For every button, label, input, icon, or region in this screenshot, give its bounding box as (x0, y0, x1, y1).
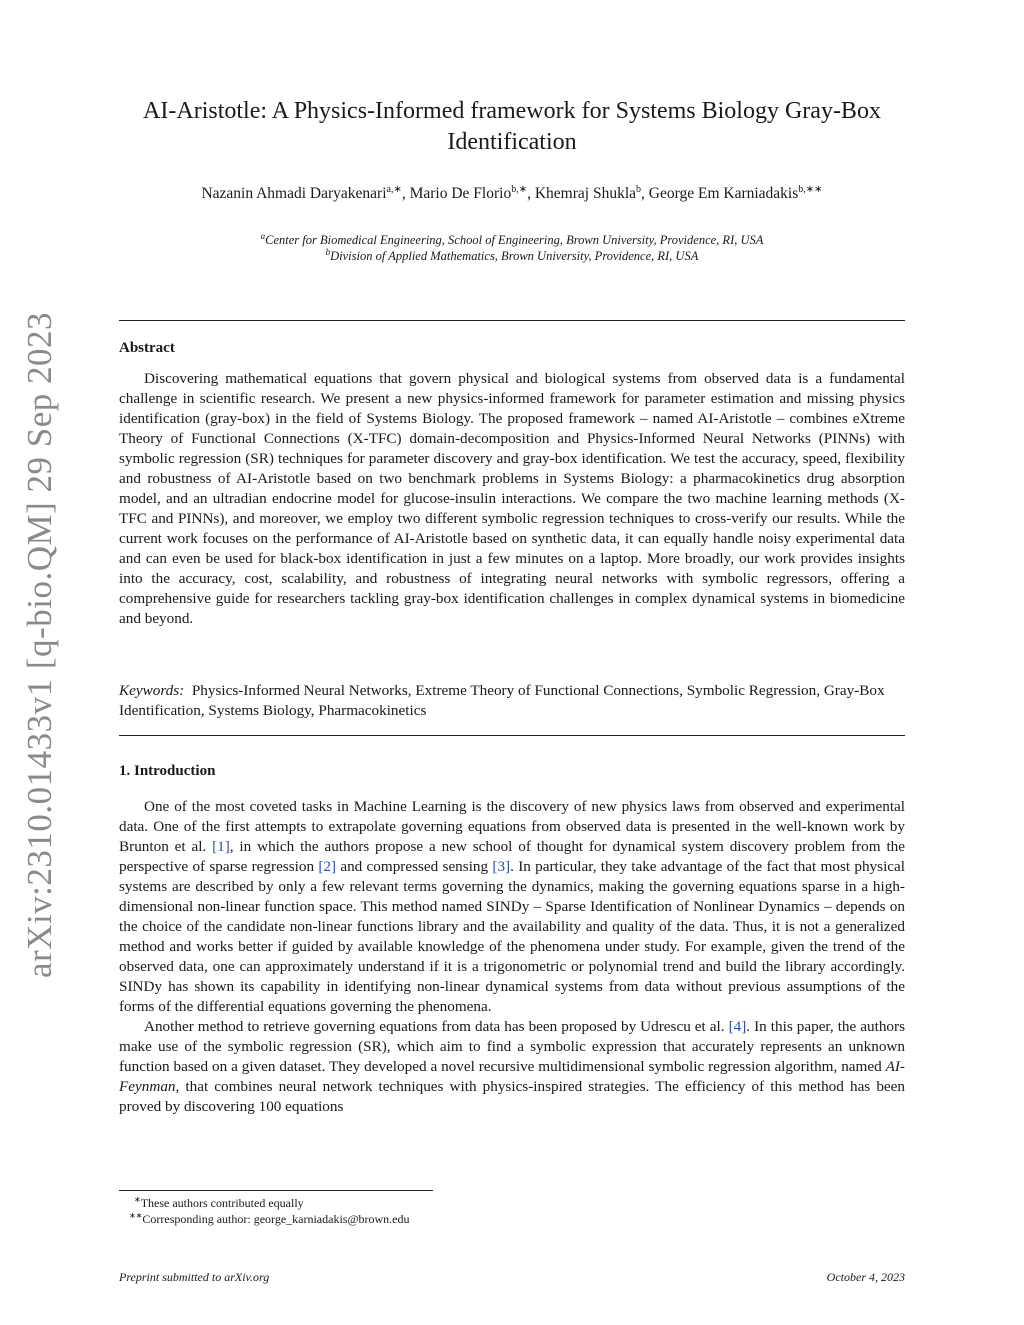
affiliation-b (100, 247, 924, 264)
text-run: One of the most coveted tasks in Machine Learning is the discovery of new physics laws from observed and experimental data. One of the first attempts to extrapolate governing equations from observed data is presented in the well-known work by Brunton et al. (119, 798, 905, 855)
footnote-equal-contribution (134, 1195, 304, 1211)
author-name: Mario De Florio (409, 185, 512, 203)
text-run: and compressed sensing (336, 858, 493, 875)
introduction-body (119, 797, 905, 1117)
footer-preprint-note: Preprint submitted to arXiv.org (119, 1270, 270, 1284)
author-affiliation-mark: a,∗ (386, 184, 402, 195)
keywords (119, 681, 905, 721)
abstract-bottom-rule (119, 735, 905, 736)
affiliation-a (100, 231, 924, 248)
text-run: , in which the authors propose a new school of thought for dynamical system discovery problem from the perspective of sparse regression (119, 838, 906, 875)
citation-link[interactable]: [2] (318, 858, 337, 875)
abstract-paragraph: Discovering mathematical equations that govern physical and biological systems from observed data is a fundamental challenge in scientific research. We present a new physics-informed framework for parameter estimation and missing physics identification (gray-box) in the field of Systems Biology. The proposed framework – named AI-Aristotle – combines eXtreme Theory of Functional Connections (X-TFC) domain-decomposition and Physics-Informed Neural Networks (PINNs) with symbolic regression (SR) techniques for parameter discovery and gray-box identification. We test the accuracy, speed, flexibility and robustness of AI-Aristotle based on two benchmark problems in Systems Biology: a pharmacokinetics drug absorption model, and an ultradian endocrine model for glucose-insulin interactions. We compare the two machine learning methods (X-TFC and PINNs), and moreover, we employ two different symbolic regression techniques to cross-verify our results. While the current work focuses on the performance of AI-Aristotle based on synthetic data, it can equally handle noisy experimental data and can even be used for black-box identification in just a few minutes on a laptop. More broadly, our work provides insights into the accuracy, cost, scalability, and robustness of integrating neural networks with symbolic regressors, offering a comprehensive guide for researchers tackling gray-box identification challenges in complex dynamical systems in biomedicine and beyond. (119, 370, 905, 627)
author-list: Nazanin Ahmadi Daryakenari$^{a,∗}$, Mario De Florio$^{b,∗}$, Khemraj Shukla$^b$, George Em Karniadakis$^{b,∗∗}$ (201, 184, 823, 203)
footnote-text: These authors contributed equally (140, 1196, 304, 1210)
author-affiliation-mark: b (636, 184, 642, 195)
footnote-mark: ∗∗ (129, 1211, 143, 1220)
author-name: George Em Karniadakis (648, 185, 799, 203)
affiliation-text: Division of Applied Mathematics, Brown University, Providence, RI, USA (330, 249, 699, 264)
abstract-top-rule (119, 320, 905, 321)
introduction-heading: 1. Introduction (119, 763, 216, 779)
abstract-heading: Abstract (119, 340, 175, 356)
arxiv-id-text: arXiv:2310.01433v1 [q-bio.QM] 29 Sep 2023 (20, 311, 59, 979)
affiliation-text: Center for Biomedical Engineering, School of Engineering, Brown University, Providence, RI, USA (265, 233, 764, 248)
affiliation-mark: a (260, 231, 266, 241)
author-affiliation-mark: b,∗∗ (798, 184, 823, 195)
introduction-paragraph-1 (119, 797, 905, 1017)
introduction-paragraph-2 (119, 1017, 905, 1117)
author-affiliation-mark: b,∗ (511, 184, 528, 195)
citation-link[interactable]: [3] (492, 858, 511, 875)
method-name-emphasis: AI-Feynman (119, 1058, 905, 1095)
footnote-text: Corresponding author: george_karniadakis@brown.edu (142, 1212, 410, 1226)
footnote-mark: ∗ (134, 1195, 141, 1204)
text-run: . In this paper, the authors make use of the symbolic regression (SR), which aim to find a symbolic expression that accurately represents an unknown function based on a given dataset. They developed a novel recursive multidimensional symbolic regression algorithm, named (119, 1018, 905, 1075)
keywords-label: Keywords: (119, 682, 185, 699)
citation-link[interactable]: [4] (728, 1018, 747, 1035)
footnote-rule (119, 1190, 433, 1191)
keywords-text: Physics-Informed Neural Networks, Extreme Theory of Functional Connections, Symbolic Regression, Gray-Box Identification, Systems Biology, Pharmacokinetics (119, 682, 885, 719)
footer-date: October 4, 2023 (826, 1270, 905, 1284)
text-run: , that combines neural network techniques with physics-inspired strategies. The efficiency of this method has been proved by discovering 100 equations (119, 1078, 905, 1115)
abstract-body (119, 369, 905, 629)
arxiv-identifier-stamp (10, 311, 70, 979)
citation-link[interactable]: [1] (212, 838, 230, 855)
paper-title: AI-Aristotle: A Physics-Informed framework for Systems Biology Gray-Box Identification (143, 98, 881, 155)
author-name: Nazanin Ahmadi Daryakenari (201, 185, 387, 203)
text-run: . In particular, they take advantage of the fact that most physical systems are described by only a few relevant terms governing the dynamics, making the governing equations sparse in a high-dimensional non-linear function space. This method named SINDy – Sparse Identification of Nonlinear Dynamics – depends on the choice of the candidate non-linear functions library and the availability and quality of the data. Thus, it is not a generalized method and works better if guided by available knowledge of the phenomena under study. For example, given the trend of the observed data, one can approximately understand if it is a trigonometric or polynomial trend and build the library accordingly. SINDy has shown its capability in identifying non-linear dynamical systems from data without previous assumptions of the forms of the differential equations governing the phenomena. (119, 858, 905, 1015)
author-name: Khemraj Shukla (534, 185, 637, 203)
text-run: Another method to retrieve governing equations from data has been proposed by Udrescu et al. (144, 1018, 729, 1035)
affiliation-mark: b (325, 247, 331, 257)
footnote-corresponding-author (129, 1211, 410, 1227)
